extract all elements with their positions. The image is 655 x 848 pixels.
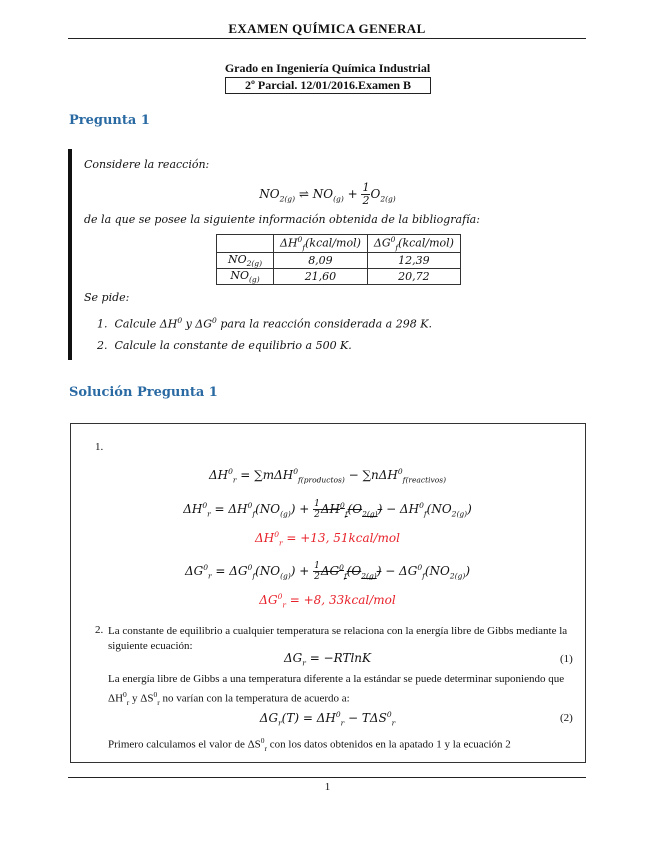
page-number: 1 <box>324 781 331 793</box>
question-intro: Considere la reacción: <box>84 158 210 171</box>
exam-header-title: EXAMEN QUÍMICA GENERAL <box>228 21 426 36</box>
equation-2: $\Delta G_r(T) = \Delta H^0_r - T\Delta S^0_r$ <box>259 710 396 728</box>
question-bar <box>68 149 72 360</box>
info-text: de la que se posee la siguiente información obtenida de la bibliografía: <box>84 213 480 226</box>
table-header-row: $\Delta H^0_f(kcal/mol)$ $\Delta G^0_f(kcal/mol)$ <box>217 235 461 253</box>
solution-item-2-number: 2. <box>95 624 104 636</box>
gibbs-result: $\Delta G^0_r = +8$, 33kcal/mol <box>259 592 396 610</box>
solution-item-1-number: 1. <box>95 441 104 453</box>
header-rule <box>68 38 586 39</box>
entropy-paragraph: Primero calculamos el valor de $\Delta S^0_r$ con los datos obtenidos en la apatado 1 y la ecuación 2 <box>108 736 511 753</box>
ask-item: 1. Calcule $\Delta H^0$ y $\Delta G^0$ para la reacción considerada a 298 K. <box>97 316 432 331</box>
solution-title: Solución Pregunta 1 <box>69 385 218 400</box>
gibbs-substituted-equation: $\Delta G^0_r = \Delta G^0_f(NO_{(g)})$ + $\frac{1}{2}$ $\Delta G^0_f(O_{2(g)}) - \Delta G^0_f(NO_{2(g)})$ <box>184 561 471 582</box>
equation-1: $\Delta G_r = -RTlnK$ <box>284 651 371 668</box>
item2-paragraph: La constante de equilibrio a cualquier temperatura se relaciona con la energía libre de Gibbs mediante la siguiente ecuación: <box>108 625 568 652</box>
ask-item: 2. Calcule la constante de equilibrio a 500 K. <box>97 339 352 352</box>
thermo-table <box>216 234 461 285</box>
footer-rule <box>68 777 586 778</box>
enthalpy-substituted-equation: $\Delta H^0_r = \Delta H^0_f(NO_{(g)})$ + $\frac{1}{2}$ $\Delta H^0_f(O_{2(g)}) - \Delta H^0_f(NO_{2(g)})$ <box>183 499 472 520</box>
table-row: $NO_{(g)}$ 21,60 20,72 <box>217 269 461 285</box>
exam-id-box: 2º Parcial. 12/01/2016.Examen B <box>225 77 431 94</box>
table-row: $NO_{2(g)}$ 8,09 12,39 <box>217 252 461 268</box>
degree-title: Grado en Ingeniería Química Industrial <box>224 61 431 75</box>
gibbs-temperature-paragraph: La energía libre de Gibbs a una temperatura diferente a la estándar se puede determinar suponiendo que $\Delta H^0_r$ y $\Delta S^0_r$ no varían con la temperatura de acuerdo a: <box>108 673 565 707</box>
equation-1-number: (1) <box>560 653 573 665</box>
enthalpy-result: $\Delta H^0_r = +13$, 51kcal/mol <box>255 530 400 548</box>
question-title: Pregunta 1 <box>69 113 150 128</box>
enthalpy-general-equation: $\Delta H^0_r = \sum m\Delta H^0_{f(productos)} - \sum n\Delta H^0_{f(reactivos)}$ <box>208 467 447 485</box>
equation-2-number: (2) <box>560 712 573 724</box>
reaction-equation: $NO_{2(g)}$ ⇌ $NO_{(g)}$ + $\frac{1}{2}$ $O_{2(g)}$ <box>259 181 396 207</box>
asks-label: Se pide: <box>84 291 130 304</box>
